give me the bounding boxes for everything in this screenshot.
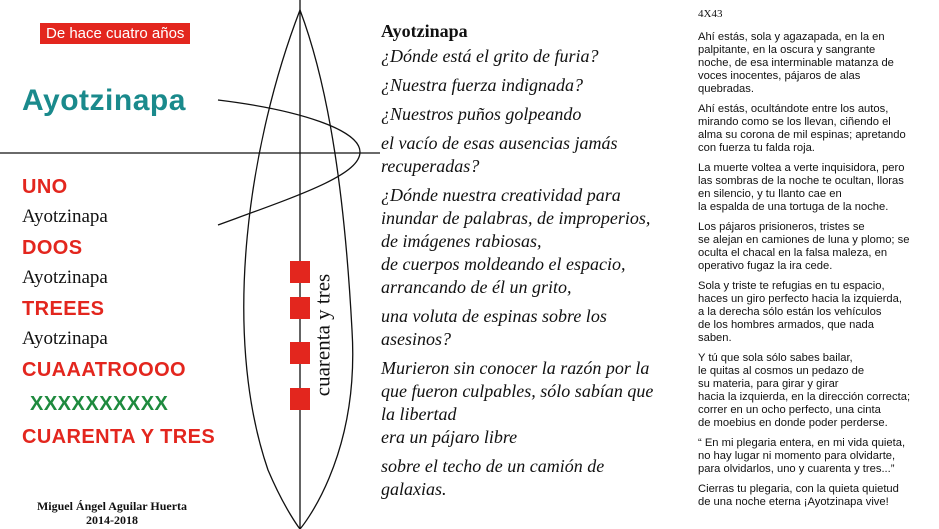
poem-stanza: Murieron sin conocer la razón por la que fueron culpables, sólo sabían que la libertad era un pájaro libre: [381, 358, 654, 447]
poem-stanza: una voluta de espinas sobre los asesinos?: [381, 306, 607, 349]
poem-stanza: ¿Dónde está el grito de furia?: [381, 46, 599, 66]
vertical-text: [303, 250, 343, 420]
prose-paragraph: La muerte voltea a verte inquisidora, pero las sombras de la noche te ocultan, lloras en silencio, y tu llanto cae en la espalda de una tortuga de la noche.: [698, 162, 905, 213]
poem-stanza: ¿Nuestros puños golpeando: [381, 104, 582, 124]
parabola-curve: [218, 100, 360, 225]
author-credit: [12, 499, 212, 527]
vertical-text-label: cuarenta y tres: [310, 273, 335, 397]
prose-paragraph: Ahí estás, ocultándote entre los autos, mirando como se los llevan, ciñendo el alma su corona de mil espinas; apretando con fuerza tu falda roja.: [698, 103, 906, 154]
count-line: CUARENTA Y TRES: [22, 426, 216, 448]
prose-column: [698, 8, 934, 516]
prose-title: 4X43: [698, 8, 723, 20]
count-line: Ayotzinapa: [22, 328, 108, 349]
prose-paragraph: Cierras tu plegaria, con la quieta quietud de una noche eterna ¡Ayotzinapa vive!: [698, 483, 899, 508]
page-title: Ayotzinapa: [22, 84, 186, 117]
prose-paragraph: Y tú que sola sólo sabes bailar, le quitas al cosmos un pedazo de su materia, para girar y girar hacia la izquierda, en la dirección correcta; correr en un ocho perfecto, una cinta de moebius en donde poder perderse.: [698, 352, 911, 429]
count-line: UNO: [22, 176, 68, 198]
count-line: Ayotzinapa: [22, 267, 108, 288]
count-line: DOOS: [22, 237, 83, 259]
poem-stanza: el vacío de esas ausencias jamás recuperadas?: [381, 133, 618, 176]
author-name: Miguel Ángel Aguilar Huerta: [36, 499, 188, 513]
poem-stanza: ¿Dónde nuestra creatividad para inundar de palabras, de improperios, de imágenes rabiosas, de cuerpos moldeando el espacio, arrancando de él un grito,: [381, 185, 651, 297]
count-line: CUAAATROOOO: [22, 359, 187, 381]
poem-title: Ayotzinapa: [381, 21, 468, 41]
poem-stanza: sobre el techo de un camión de galaxias.: [381, 456, 605, 499]
count-line: XXXXXXXXXX: [30, 393, 169, 415]
tag-label: De hace cuatro años: [40, 23, 190, 44]
prose-paragraph: Ahí estás, sola y agazapada, en la en palpitante, en la oscura y sangrante noche, de esa interminable matanza de voces inocentes, pájaros de alas quebradas.: [698, 31, 894, 95]
poem: [381, 20, 691, 507]
count-line: TREEES: [22, 298, 105, 320]
count-line: Ayotzinapa: [22, 206, 108, 227]
prose-paragraph: Sola y triste te refugias en tu espacio, haces un giro perfecto hacia la izquierda, a la derecha sólo están los vehículos de los hombres armados, que nada saben.: [698, 280, 902, 344]
prose-paragraph: Los pájaros prisioneros, tristes se se alejan en camiones de luna y plomo; se oculta el chacal en la falsa maleza, en operativo fugaz la ira cede.: [698, 221, 910, 272]
poem-stanza: ¿Nuestra fuerza indignada?: [381, 75, 584, 95]
author-years: 2014-2018: [86, 513, 138, 527]
prose-paragraph: “ En mi plegaria entera, en mi vida quieta, no hay lugar ni momento para olvidarte, para olvidarlos, uno y cuarenta y tres...”: [698, 437, 906, 475]
